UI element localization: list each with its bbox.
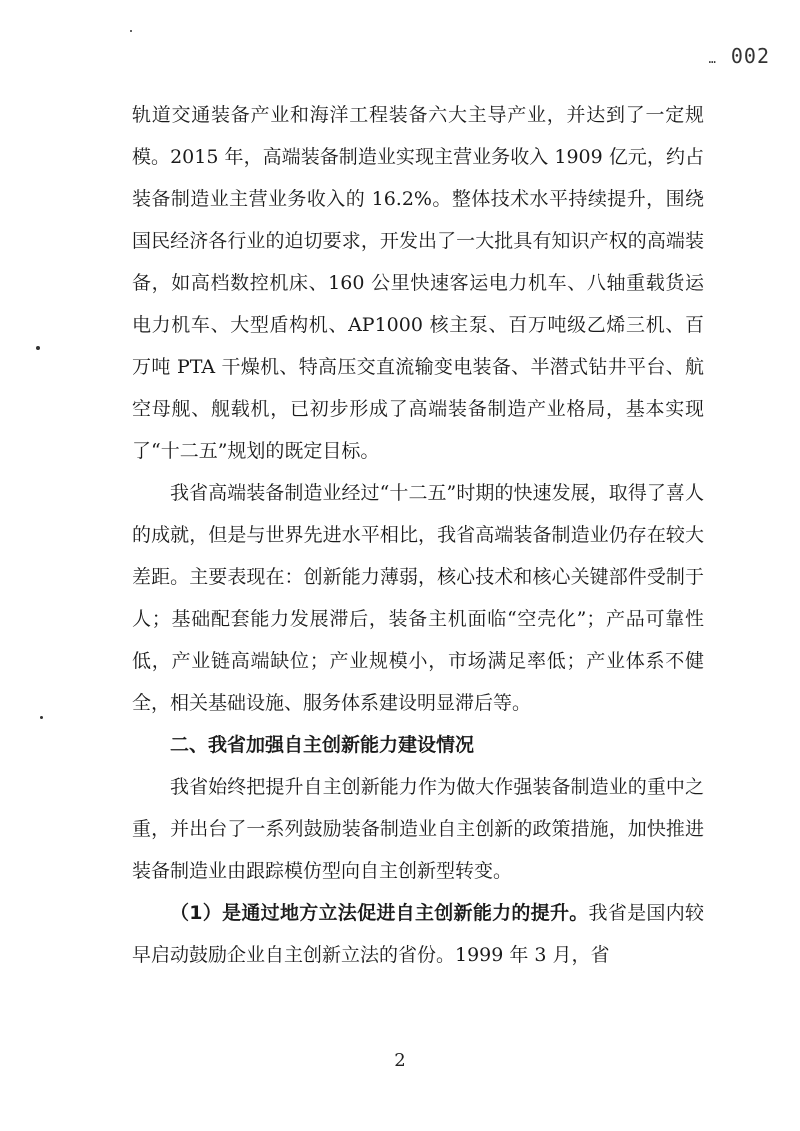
footer-page-number: 2 xyxy=(394,1050,406,1071)
paragraph-3: 我省始终把提升自主创新能力作为做大作强装备制造业的重中之重，并出台了一系列鼓励装备制造业自主创新的政策措施，加快推进装备制造业由跟踪模仿型向自主创新型转变。 xyxy=(132,776,704,882)
page-number-code: 002 xyxy=(730,44,770,68)
paragraph-4-lead: （1）是通过地方立法促进自主创新能力的提升。 xyxy=(170,902,589,924)
document-body xyxy=(132,94,704,976)
section-heading: 二、我省加强自主创新能力建设情况 xyxy=(170,734,475,756)
top-page-number xyxy=(709,44,770,68)
scan-speck xyxy=(36,346,40,350)
corner-marks: … xyxy=(708,52,717,66)
scan-speck xyxy=(130,30,132,32)
paragraph-4-text: 我省是国内较早启动鼓励企业自主创新立法的省份。1999 年 3 月，省 xyxy=(132,902,704,966)
paragraph-1: 轨道交通装备产业和海洋工程装备六大主导产业，并达到了一定规模。2015 年，高端装备制造业实现主营业务收入 1909 亿元，约占装备制造业主营业务收入的 16.2%。整体技术水平持续提升，围绕国民经济各行业的迫切要求，开发出了一大批具有知识产权的高端装备，如高档数控机床、160 公里快速客运电力机车、八轴重载货运电力机车、大型盾构机、AP1000 核主泵、百万吨级乙烯三机、百万吨 PTA 干燥机、特高压交直流输变电装备、半潜式钻井平台、航空母舰、舰载机，已初步形成了高端装备制造产业格局，基本实现了“十二五”规划的既定目标。 xyxy=(132,104,704,462)
paragraph-2: 我省高端装备制造业经过“十二五”时期的快速发展，取得了喜人的成就，但是与世界先进水平相比，我省高端装备制造业仍存在较大差距。主要表现在：创新能力薄弱，核心技术和核心关键部件受制于人；基础配套能力发展滞后，装备主机面临“空壳化”；产品可靠性低，产业链高端缺位；产业规模小，市场满足率低；产业体系不健全，相关基础设施、服务体系建设明显滞后等。 xyxy=(132,482,704,714)
scan-speck xyxy=(40,716,43,719)
paragraph-4 xyxy=(132,892,704,976)
